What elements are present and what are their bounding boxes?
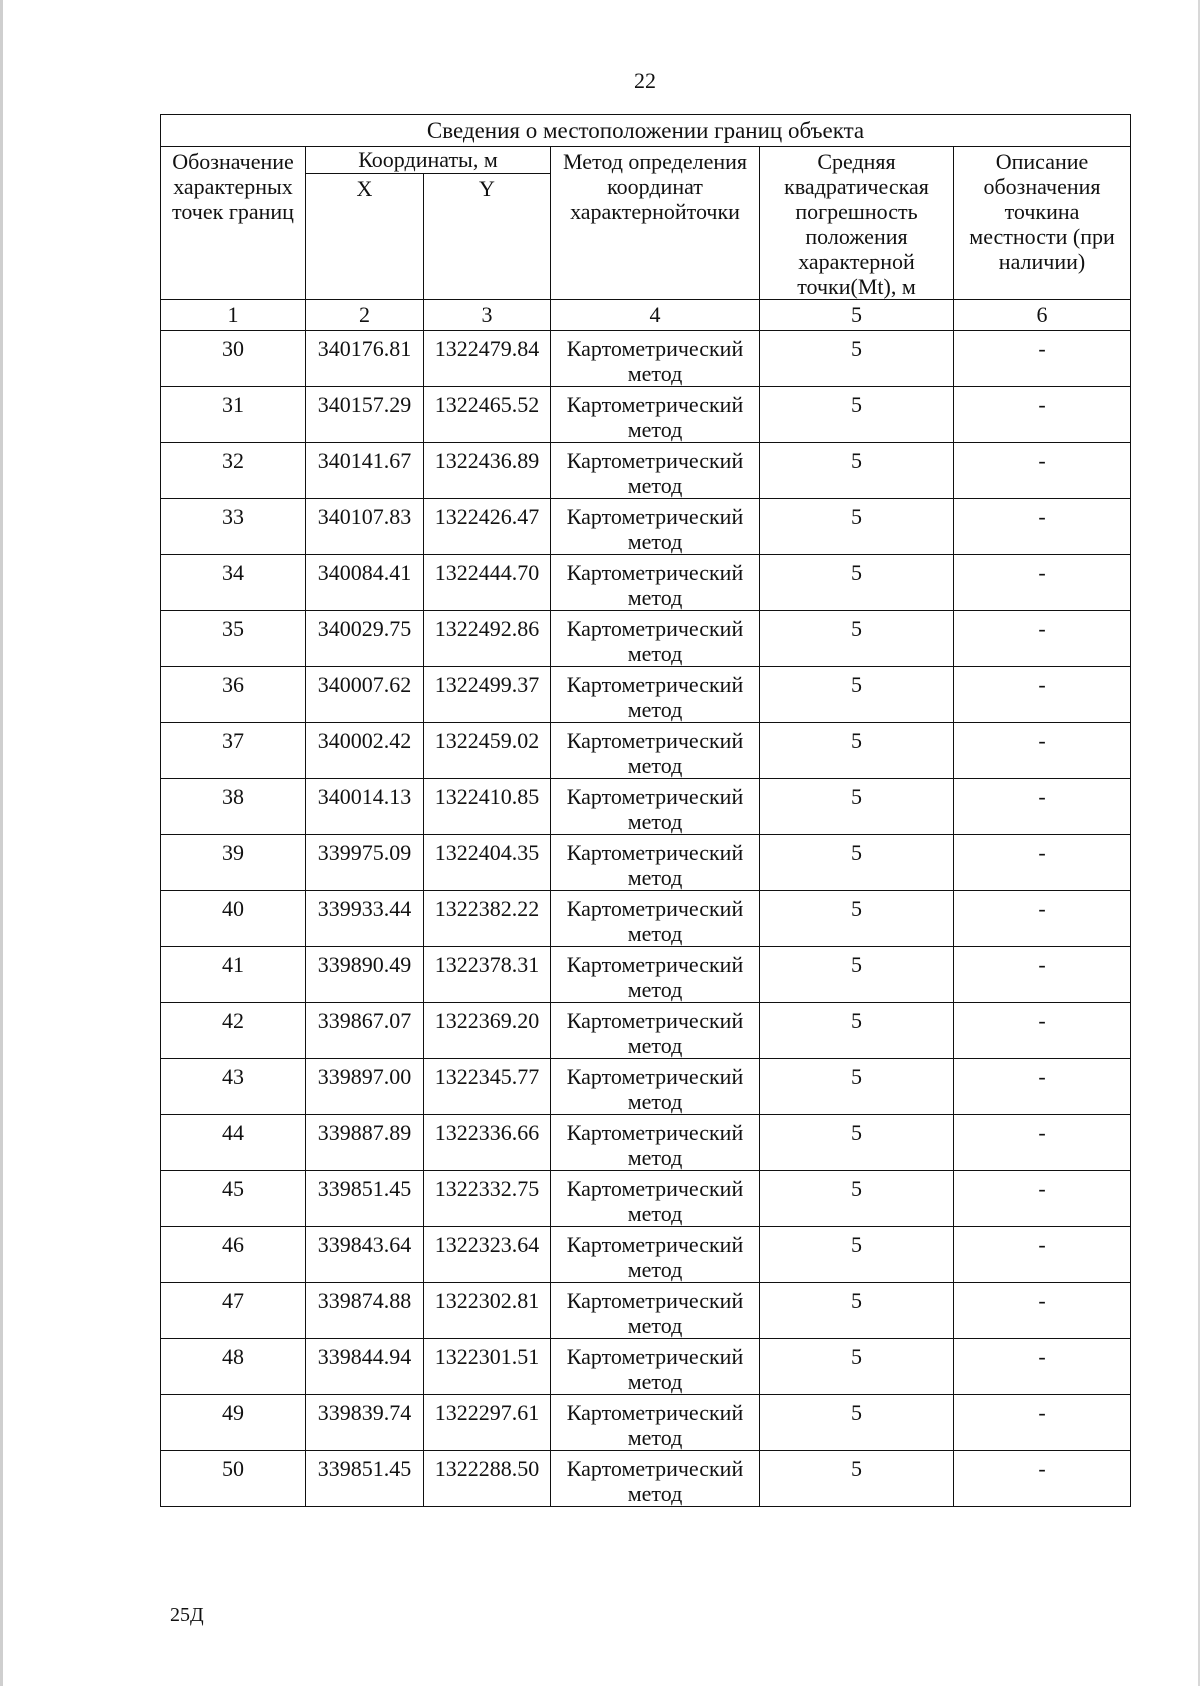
page-number: 22 bbox=[634, 68, 656, 93]
cell-accuracy: 5 bbox=[760, 947, 954, 1003]
cell-x: 340141.67 bbox=[306, 443, 424, 499]
cell-method: Картометрический метод bbox=[551, 1339, 760, 1395]
cell-description: - bbox=[954, 1059, 1131, 1115]
column-number-row bbox=[161, 300, 1131, 331]
column-number: 3 bbox=[424, 300, 551, 331]
cell-accuracy: 5 bbox=[760, 1283, 954, 1339]
cell-accuracy: 5 bbox=[760, 1171, 954, 1227]
cell-y: 1322492.86 bbox=[424, 611, 551, 667]
cell-y: 1322499.37 bbox=[424, 667, 551, 723]
cell-accuracy: 5 bbox=[760, 555, 954, 611]
cell-point: 32 bbox=[161, 443, 306, 499]
cell-method: Картометрический метод bbox=[551, 1227, 760, 1283]
cell-accuracy: 5 bbox=[760, 499, 954, 555]
column-number: 2 bbox=[306, 300, 424, 331]
cell-point: 46 bbox=[161, 1227, 306, 1283]
cell-accuracy: 5 bbox=[760, 1395, 954, 1451]
table-row bbox=[161, 835, 1131, 891]
table-row bbox=[161, 499, 1131, 555]
cell-x: 340157.29 bbox=[306, 387, 424, 443]
table-row bbox=[161, 331, 1131, 387]
column-number: 1 bbox=[161, 300, 306, 331]
cell-method: Картометрический метод bbox=[551, 891, 760, 947]
cell-y: 1322426.47 bbox=[424, 499, 551, 555]
cell-method: Картометрический метод bbox=[551, 835, 760, 891]
table-row bbox=[161, 667, 1131, 723]
table-row bbox=[161, 611, 1131, 667]
cell-method: Картометрический метод bbox=[551, 331, 760, 387]
cell-accuracy: 5 bbox=[760, 1003, 954, 1059]
cell-x: 339933.44 bbox=[306, 891, 424, 947]
cell-x: 339867.07 bbox=[306, 1003, 424, 1059]
table-row bbox=[161, 779, 1131, 835]
cell-accuracy: 5 bbox=[760, 779, 954, 835]
cell-point: 30 bbox=[161, 331, 306, 387]
footer-code: 25Д bbox=[170, 1604, 204, 1626]
table-row bbox=[161, 1059, 1131, 1115]
cell-accuracy: 5 bbox=[760, 1227, 954, 1283]
cell-x: 340176.81 bbox=[306, 331, 424, 387]
cell-point: 40 bbox=[161, 891, 306, 947]
cell-x: 340107.83 bbox=[306, 499, 424, 555]
cell-point: 38 bbox=[161, 779, 306, 835]
cell-method: Картометрический метод bbox=[551, 611, 760, 667]
table-row bbox=[161, 947, 1131, 1003]
header-accuracy: Средняя квадратическая погрешность положения характерной точки(Mt), м bbox=[760, 147, 954, 300]
table-row bbox=[161, 443, 1131, 499]
cell-point: 45 bbox=[161, 1171, 306, 1227]
cell-x: 339843.64 bbox=[306, 1227, 424, 1283]
table-title: Сведения о местоположении границ объекта bbox=[161, 115, 1131, 147]
cell-method: Картометрический метод bbox=[551, 1171, 760, 1227]
cell-point: 34 bbox=[161, 555, 306, 611]
cell-y: 1322336.66 bbox=[424, 1115, 551, 1171]
column-number: 6 bbox=[954, 300, 1131, 331]
cell-accuracy: 5 bbox=[760, 1339, 954, 1395]
header-designation: Обозначение характерных точек границ bbox=[161, 147, 306, 300]
cell-description: - bbox=[954, 1451, 1131, 1507]
header-coordinates: Координаты, м bbox=[306, 147, 551, 174]
table-row bbox=[161, 723, 1131, 779]
cell-accuracy: 5 bbox=[760, 443, 954, 499]
boundary-coordinates-table bbox=[160, 114, 1131, 1507]
column-number: 5 bbox=[760, 300, 954, 331]
cell-description: - bbox=[954, 947, 1131, 1003]
cell-method: Картометрический метод bbox=[551, 723, 760, 779]
cell-point: 31 bbox=[161, 387, 306, 443]
cell-accuracy: 5 bbox=[760, 1059, 954, 1115]
cell-x: 340007.62 bbox=[306, 667, 424, 723]
table-row bbox=[161, 1283, 1131, 1339]
cell-point: 44 bbox=[161, 1115, 306, 1171]
cell-description: - bbox=[954, 1395, 1131, 1451]
cell-x: 340029.75 bbox=[306, 611, 424, 667]
header-y: Y bbox=[424, 174, 551, 300]
cell-description: - bbox=[954, 1283, 1131, 1339]
header-description: Описание обозначения точкина местности (при наличии) bbox=[954, 147, 1131, 300]
cell-x: 339887.89 bbox=[306, 1115, 424, 1171]
column-number: 4 bbox=[551, 300, 760, 331]
cell-accuracy: 5 bbox=[760, 611, 954, 667]
table-row bbox=[161, 891, 1131, 947]
cell-accuracy: 5 bbox=[760, 1451, 954, 1507]
cell-description: - bbox=[954, 1115, 1131, 1171]
cell-method: Картометрический метод bbox=[551, 555, 760, 611]
cell-y: 1322332.75 bbox=[424, 1171, 551, 1227]
cell-y: 1322345.77 bbox=[424, 1059, 551, 1115]
cell-x: 339897.00 bbox=[306, 1059, 424, 1115]
cell-y: 1322404.35 bbox=[424, 835, 551, 891]
cell-x: 340084.41 bbox=[306, 555, 424, 611]
cell-description: - bbox=[954, 1171, 1131, 1227]
header-method: Метод определения координат характернойточки bbox=[551, 147, 760, 300]
cell-y: 1322288.50 bbox=[424, 1451, 551, 1507]
cell-description: - bbox=[954, 387, 1131, 443]
cell-accuracy: 5 bbox=[760, 723, 954, 779]
cell-method: Картометрический метод bbox=[551, 947, 760, 1003]
cell-x: 339839.74 bbox=[306, 1395, 424, 1451]
cell-point: 37 bbox=[161, 723, 306, 779]
cell-method: Картометрический метод bbox=[551, 443, 760, 499]
cell-method: Картометрический метод bbox=[551, 779, 760, 835]
cell-method: Картометрический метод bbox=[551, 1451, 760, 1507]
cell-method: Картометрический метод bbox=[551, 387, 760, 443]
cell-point: 36 bbox=[161, 667, 306, 723]
cell-method: Картометрический метод bbox=[551, 1059, 760, 1115]
table-row bbox=[161, 387, 1131, 443]
table-row bbox=[161, 1003, 1131, 1059]
header-x: X bbox=[306, 174, 424, 300]
cell-x: 339844.94 bbox=[306, 1339, 424, 1395]
table-row bbox=[161, 1451, 1131, 1507]
cell-description: - bbox=[954, 1339, 1131, 1395]
cell-y: 1322410.85 bbox=[424, 779, 551, 835]
cell-point: 47 bbox=[161, 1283, 306, 1339]
table-row bbox=[161, 1339, 1131, 1395]
cell-description: - bbox=[954, 611, 1131, 667]
cell-point: 49 bbox=[161, 1395, 306, 1451]
cell-description: - bbox=[954, 835, 1131, 891]
cell-accuracy: 5 bbox=[760, 667, 954, 723]
cell-description: - bbox=[954, 331, 1131, 387]
cell-description: - bbox=[954, 1227, 1131, 1283]
cell-method: Картометрический метод bbox=[551, 1283, 760, 1339]
cell-method: Картометрический метод bbox=[551, 499, 760, 555]
cell-y: 1322382.22 bbox=[424, 891, 551, 947]
table-header bbox=[161, 115, 1131, 331]
cell-accuracy: 5 bbox=[760, 835, 954, 891]
cell-method: Картометрический метод bbox=[551, 1395, 760, 1451]
cell-y: 1322444.70 bbox=[424, 555, 551, 611]
cell-x: 339851.45 bbox=[306, 1171, 424, 1227]
cell-accuracy: 5 bbox=[760, 891, 954, 947]
cell-y: 1322479.84 bbox=[424, 331, 551, 387]
cell-accuracy: 5 bbox=[760, 331, 954, 387]
cell-x: 340002.42 bbox=[306, 723, 424, 779]
cell-point: 41 bbox=[161, 947, 306, 1003]
cell-y: 1322459.02 bbox=[424, 723, 551, 779]
cell-x: 339851.45 bbox=[306, 1451, 424, 1507]
cell-description: - bbox=[954, 723, 1131, 779]
cell-x: 340014.13 bbox=[306, 779, 424, 835]
cell-description: - bbox=[954, 1003, 1131, 1059]
cell-accuracy: 5 bbox=[760, 387, 954, 443]
cell-x: 339975.09 bbox=[306, 835, 424, 891]
cell-y: 1322302.81 bbox=[424, 1283, 551, 1339]
cell-description: - bbox=[954, 891, 1131, 947]
table-row bbox=[161, 1115, 1131, 1171]
cell-point: 39 bbox=[161, 835, 306, 891]
cell-description: - bbox=[954, 443, 1131, 499]
cell-point: 43 bbox=[161, 1059, 306, 1115]
table-body bbox=[161, 331, 1131, 1507]
cell-y: 1322465.52 bbox=[424, 387, 551, 443]
table-row bbox=[161, 1227, 1131, 1283]
cell-y: 1322436.89 bbox=[424, 443, 551, 499]
table-row bbox=[161, 555, 1131, 611]
cell-point: 42 bbox=[161, 1003, 306, 1059]
cell-description: - bbox=[954, 555, 1131, 611]
scan-edge-left bbox=[0, 0, 3, 1686]
cell-description: - bbox=[954, 779, 1131, 835]
cell-point: 50 bbox=[161, 1451, 306, 1507]
table-row bbox=[161, 1395, 1131, 1451]
cell-point: 48 bbox=[161, 1339, 306, 1395]
cell-point: 33 bbox=[161, 499, 306, 555]
cell-y: 1322297.61 bbox=[424, 1395, 551, 1451]
cell-accuracy: 5 bbox=[760, 1115, 954, 1171]
cell-y: 1322378.31 bbox=[424, 947, 551, 1003]
cell-point: 35 bbox=[161, 611, 306, 667]
cell-method: Картометрический метод bbox=[551, 1115, 760, 1171]
cell-description: - bbox=[954, 499, 1131, 555]
cell-description: - bbox=[954, 667, 1131, 723]
cell-y: 1322323.64 bbox=[424, 1227, 551, 1283]
cell-method: Картометрический метод bbox=[551, 667, 760, 723]
cell-x: 339890.49 bbox=[306, 947, 424, 1003]
table-row bbox=[161, 1171, 1131, 1227]
cell-method: Картометрический метод bbox=[551, 1003, 760, 1059]
cell-x: 339874.88 bbox=[306, 1283, 424, 1339]
cell-y: 1322369.20 bbox=[424, 1003, 551, 1059]
cell-y: 1322301.51 bbox=[424, 1339, 551, 1395]
